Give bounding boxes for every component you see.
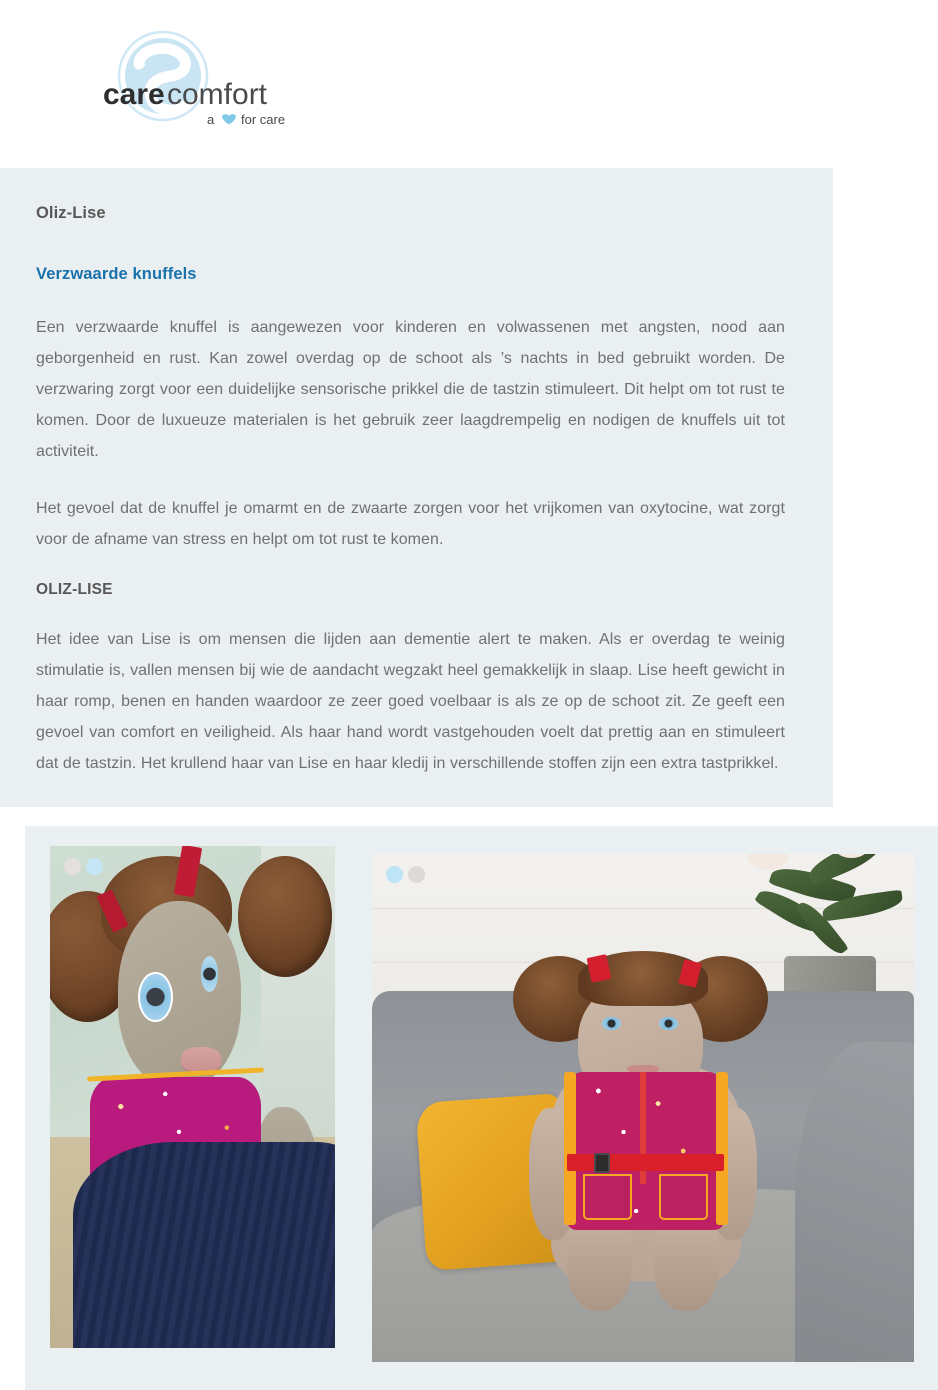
carecomfort-logo[interactable] — [95, 28, 315, 138]
dot-indicator-grey — [408, 866, 425, 883]
logo-wordmark-bold: care — [103, 78, 165, 111]
photo-left-dot-overlay — [64, 858, 103, 875]
logo-tagline-after: for care — [241, 112, 286, 127]
page-header — [0, 0, 938, 168]
photo-gallery — [25, 826, 938, 1390]
section-heading: Verzwaarde knuffels — [36, 265, 197, 283]
paragraph-intro: Een verzwaarde knuffel is aangewezen voor kinderen en volwassenen met angsten, nood aan geborgenheid en rust. Kan zowel overdag op de schoot als ’s nachts in bed gebruikt worden. De verzwaring zorgt voor een duidelijke sensorische prikkel die de tastzin stimuleert. Dit helpt om tot rust te komen. Door de luxueuze materialen is het gebruik zeer laagdrempelig en nodigen de knuffels uit tot activiteit. — [36, 319, 785, 460]
page-title: Oliz-Lise — [36, 204, 106, 222]
photo-doll-held-on-lap[interactable] — [50, 846, 335, 1348]
paragraph-oxytocine: Het gevoel dat de knuffel je omarmt en de zwaarte zorgen voor het vrijkomen van oxytocine, wat zorgt voor de afname van stress en helpt om tot rust te komen. — [36, 500, 785, 548]
photo-left-content — [50, 846, 335, 1348]
paragraph-lise-description: Het idee van Lise is om mensen die lijden aan dementie alert te maken. Als er overdag te weinig stimulatie is, vallen mensen bij wie de aandacht wegzakt heel gemakkelijk in slaap. Lise heeft gewicht in haar romp, benen en handen waardoor ze zeer goed voelbaar is als ze op de schoot zit. Ze geeft een gevoel van comfort en veiligheid. Als haar hand wordt vastgehouden voelt dat prettig aan en stimuleert dat de tastzin. Het krullend haar van Lise en haar kledij in verschillende stoffen zijn een extra tastprikkel. — [36, 631, 785, 772]
sub-heading-oliz-lise: OLIZ-LISE — [36, 581, 113, 598]
photo-left-scene — [50, 846, 335, 1348]
photo-right-content — [372, 854, 914, 1362]
swan-circle-icon — [95, 28, 315, 138]
heart-icon — [222, 114, 236, 124]
photo-doll-on-couch[interactable] — [372, 854, 914, 1362]
dot-indicator-blue — [86, 858, 103, 875]
photo-right-scene — [372, 854, 914, 1362]
dot-indicator-grey — [64, 858, 81, 875]
photo-right-dot-overlay — [386, 866, 425, 883]
logo-wordmark-light: comfort — [167, 78, 268, 111]
dot-indicator-blue — [386, 866, 403, 883]
logo-tagline-before: a — [207, 112, 215, 127]
article-panel — [0, 168, 833, 807]
